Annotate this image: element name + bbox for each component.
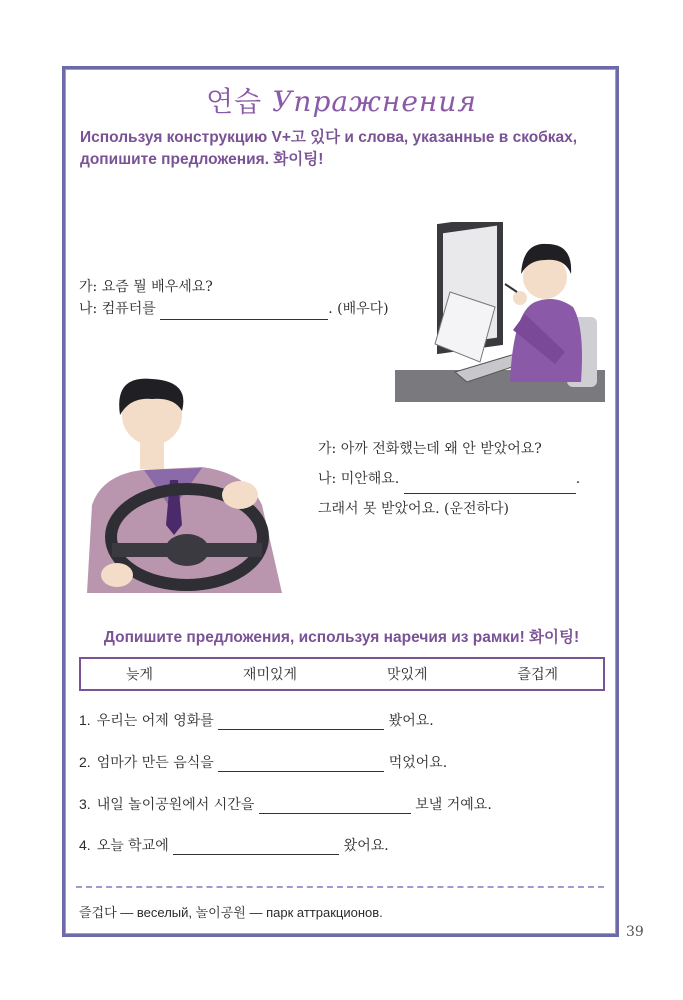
page-number: 39 <box>626 924 644 940</box>
word-4: 즐겁게 <box>517 667 558 683</box>
title-korean: 연습 <box>206 85 263 118</box>
exercise-sentence-4: 4. 오늘 학교에 왔어요. <box>79 837 389 854</box>
word-3: 맛있게 <box>386 667 428 683</box>
answer-blank-3[interactable] <box>218 715 384 730</box>
dialog-2-line-1: 가: 아까 전화했는데 왜 안 받았어요? <box>318 441 542 457</box>
page-title <box>0 80 683 120</box>
dialog-2 <box>318 434 580 524</box>
dialog-1-line-1: 가: 요즘 뭘 배우세요? <box>79 279 213 295</box>
answer-blank-2[interactable] <box>404 479 576 494</box>
vocabulary-footnote: 즐겁다 — веселый, 놀이공원 — парк аттракционов. <box>79 905 383 921</box>
word-1: 늦게 <box>125 667 154 683</box>
title-russian: Упражнения <box>272 85 477 118</box>
answer-blank-6[interactable] <box>173 840 339 855</box>
word-2: 재미있게 <box>242 667 298 683</box>
task2-instruction: Допишите предложения, используя наречия из рамки! 화이팅! <box>103 629 580 646</box>
exercise-sentence-3: 3. 내일 놀이공원에서 시간을 보낼 거예요. <box>79 796 492 813</box>
word-box <box>79 657 605 691</box>
answer-blank-5[interactable] <box>259 799 411 814</box>
dialog-1 <box>79 276 389 320</box>
dialog-1-line-2: 나: 컴퓨터를 . (배우다) <box>79 298 389 320</box>
exercise-sentence-1: 1. 우리는 어제 영화를 봤어요. <box>79 712 434 729</box>
dialog-2-line-2: 나: 미안해요. . <box>318 464 580 494</box>
answer-blank-4[interactable] <box>218 757 384 772</box>
computer-man-illustration <box>395 222 605 402</box>
driving-man-illustration <box>82 375 292 593</box>
dashed-divider <box>76 886 604 888</box>
task1-instruction: Используя конструкцию V+고 있다 и слова, указанные в скобках, допишите предложения. 화이팅! <box>80 129 578 168</box>
dialog-2-line-3: 그래서 못 받았어요. (운전하다) <box>318 501 510 517</box>
exercise-sentence-2: 2. 엄마가 만든 음식을 먹었어요. <box>79 754 448 771</box>
answer-blank-1[interactable] <box>160 305 328 320</box>
